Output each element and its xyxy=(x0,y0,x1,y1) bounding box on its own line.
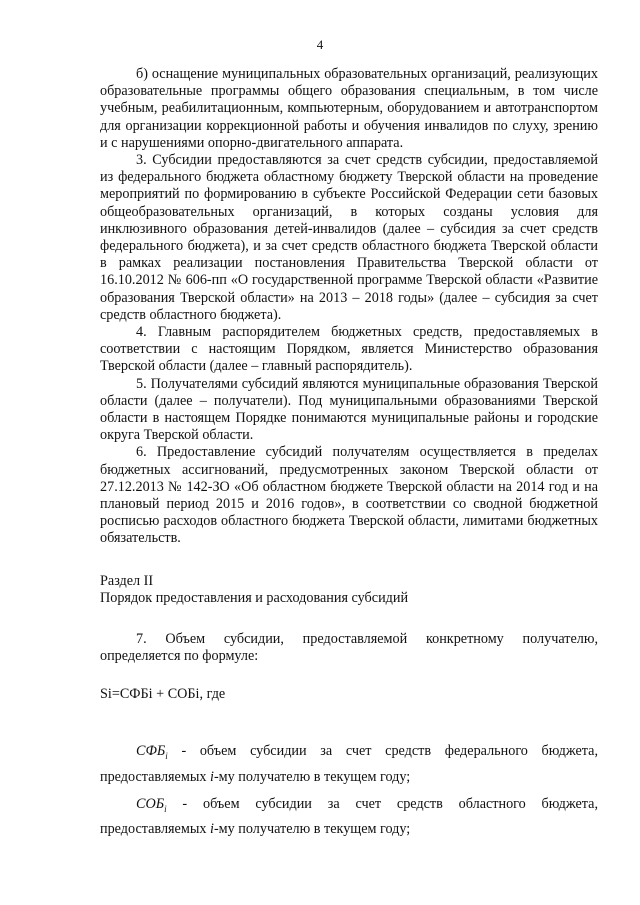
paragraph-3: 3. Субсидии предоставляются за счет средств субсидии, предоставляемой из федерального бюджета областному бюджету Тверской области на проведение мероприятий по формированию в субъекте Российской Федерации сети базовых общеобразовательных организаций, в которых созданы условия для инклюзивного образования детей-инвалидов (далее – субсидия за счет средств федерального бюджета), и за счет средств областного бюджета Тверской области в рамках реализации постановления Правительства Тверской области от 16.10.2012 № 606-пп «О государственной программе Тверской области «Развитие образования Тверской области» на 2013 – 2018 годы» (далее – субсидия за счет средств областного бюджета). xyxy=(100,152,598,323)
var-sob-sub: i xyxy=(164,803,167,814)
var-sfb-sub: i xyxy=(165,750,168,761)
definition-sfb xyxy=(100,741,598,788)
formula: Si=СФБi + СОБi, где xyxy=(100,685,226,702)
var-sob: СОБ xyxy=(136,795,165,812)
document-body xyxy=(100,66,598,840)
paragraph-6: 6. Предоставление субсидий получателям осуществляется в пределах бюджетных ассигнований, предусмотренных законом Тверской области от 27.12.2013 № 142-ЗО «Об областном бюджете Тверской области на 2014 год и на плановый период 2015 и 2016 годов», в соответствии со сводной бюджетной росписью расходов областного бюджета Тверской области, лимитами бюджетных обязательств. xyxy=(100,444,598,547)
page-number: 4 xyxy=(316,37,324,52)
section-title: Раздел II xyxy=(100,572,154,589)
paragraph-4: 4. Главным распорядителем бюджетных средств, предоставляемых в соответствии с настоящим Порядком, является Министерство образования Тверской области (далее – главный распорядитель). xyxy=(100,324,598,375)
section-subtitle: Порядок предоставления и расходования субсидий xyxy=(100,589,409,606)
paragraph-b: б) оснащение муниципальных образовательных организаций, реализующих образовательные программы общего образования специальным, в том числе учебным, реабилитационным, компьютерным, оборудованием и автотранспортом для организации коррекционной работы и обучения инвалидов по слуху, зрению и с нарушениями опорно-двигательного аппарата. xyxy=(100,66,598,151)
def-sob-tail: -му получателю в текущем году; xyxy=(213,821,411,838)
paragraph-5: 5. Получателями субсидий являются муниципальные образования Тверской области (далее – получатели). Под муниципальными образованиями Тверской области в настоящем Порядке понимаются муниципальные районы и городские округа Тверской области. xyxy=(100,375,598,444)
def-sfb-index: i xyxy=(210,768,214,785)
def-sob-text: - объем субсидии за счет средств областного бюджета, предоставляемых xyxy=(100,795,598,838)
def-sfb-tail: -му получателю в текущем году; xyxy=(213,768,411,785)
definition-sob xyxy=(100,794,598,841)
var-sfb: СФБ xyxy=(136,742,166,759)
paragraph-7: 7. Объем субсидии, предоставляемой конкретному получателю, определяется по формуле: xyxy=(100,631,598,665)
def-sfb-text: - объем субсидии за счет средств федерального бюджета, предоставляемых xyxy=(100,742,598,785)
def-sob-index: i xyxy=(210,821,214,838)
